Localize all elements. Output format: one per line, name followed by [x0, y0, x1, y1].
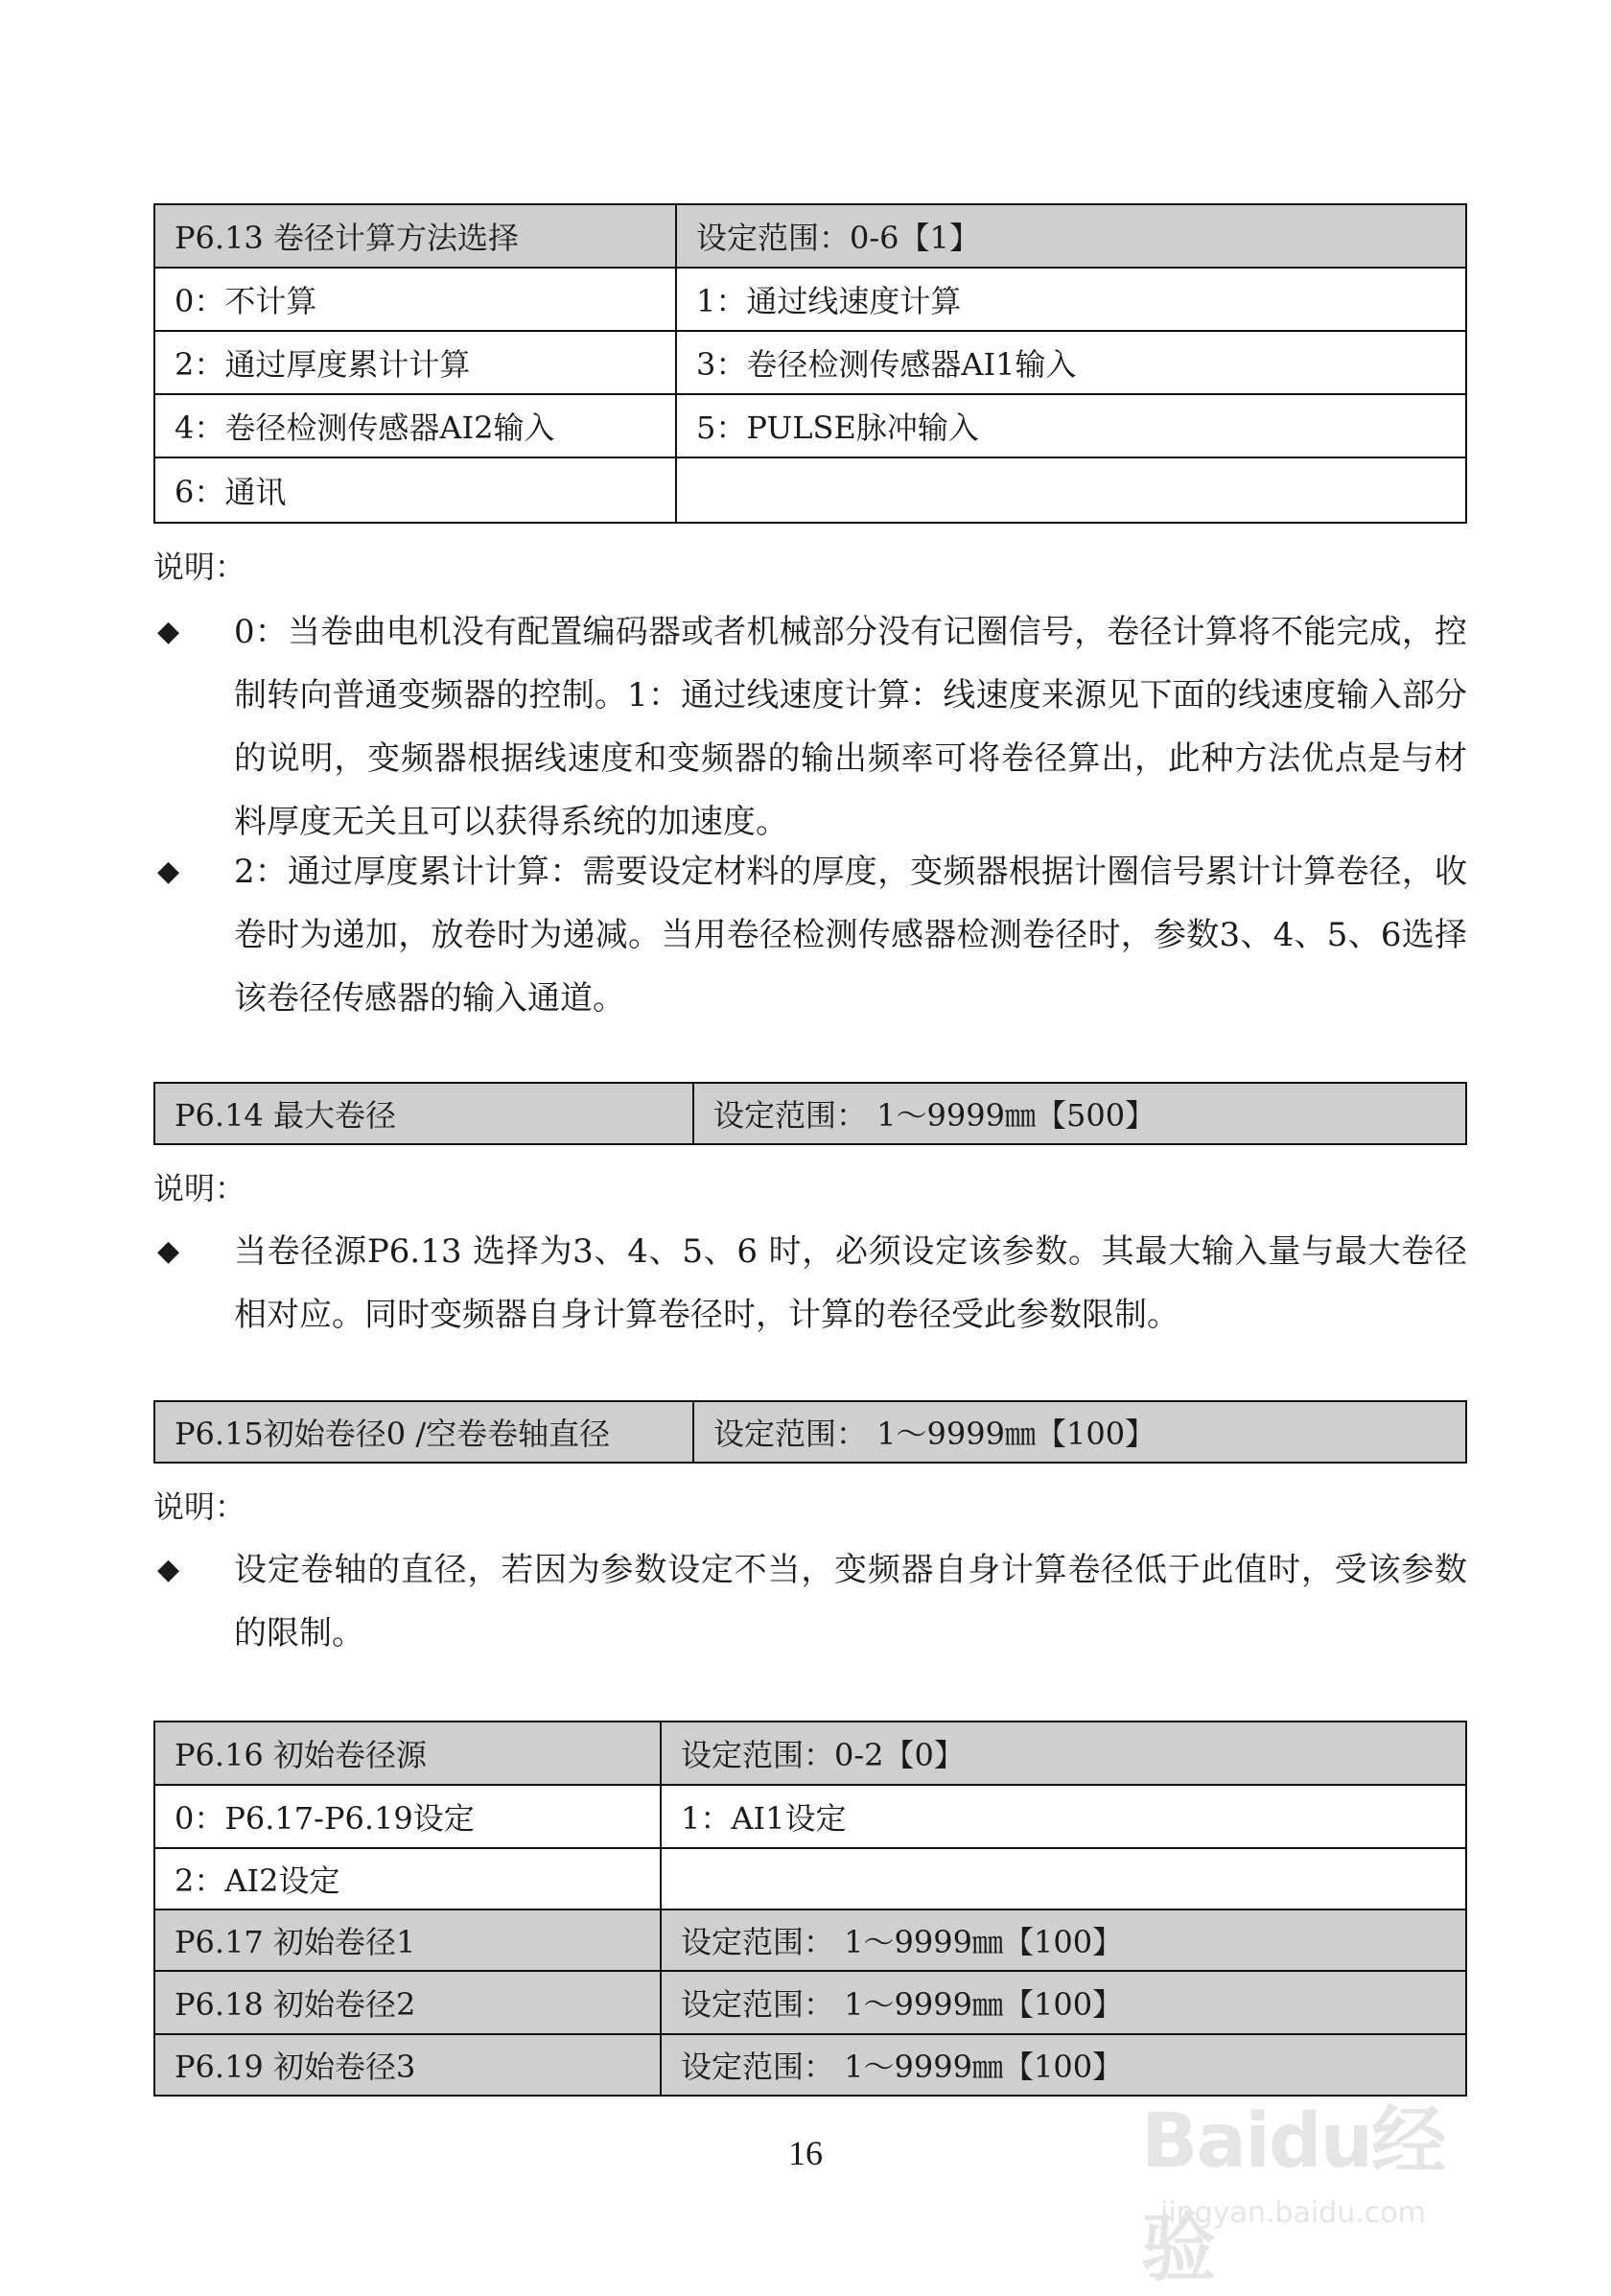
watermark-logo: Baidu经验 [1141, 2098, 1445, 2292]
param-table-p6-15 [153, 1400, 1467, 1464]
param-name-cell: P6.18 初始卷径2 [154, 1971, 661, 2034]
param-range-cell: 设定范围：0-6【1】 [676, 204, 1466, 268]
diamond-bullet-icon: ◆ [157, 855, 180, 888]
diamond-bullet-icon: ◆ [157, 1553, 180, 1586]
diamond-bullet-icon: ◆ [157, 615, 180, 648]
note-text: 0：当卷曲电机没有配置编码器或者机械部分没有记圈信号，卷径计算将不能完成，控制转向普通变频器的控制。1：通过线速度计算：线速度来源见下面的线速度输入部分的说明，变频器根据线速度和变频器的输出频率可将卷径算出，此种方法优点是与材料厚度无关且可以获得系统的加速度。 [234, 613, 1467, 841]
option-cell [661, 1848, 1466, 1909]
note-text: 当卷径源P6.13 选择为3、4、5、6 时，必须设定该参数。其最大输入量与最大卷径相对应。同时变频器自身计算卷径时，计算的卷径受此参数限制。 [234, 1232, 1467, 1334]
param-name-cell: P6.15初始卷径0 /空卷卷轴直径 [154, 1401, 693, 1463]
note-label: 说明： [153, 549, 246, 585]
option-cell: 0：P6.17-P6.19设定 [154, 1785, 661, 1848]
option-cell: 5：PULSE脉冲输入 [676, 394, 1466, 457]
param-table-p6-16 [153, 1721, 1467, 2097]
option-cell: 3：卷径检测传感器AI1输入 [676, 331, 1466, 394]
param-table-p6-14 [153, 1082, 1467, 1145]
param-name-cell: P6.16 初始卷径源 [154, 1722, 661, 1785]
param-range-cell: 设定范围：0-2【0】 [661, 1722, 1466, 1785]
option-cell: 2：AI2设定 [154, 1848, 661, 1909]
note-label: 说明： [153, 1170, 246, 1207]
note-text: 2：通过厚度累计计算：需要设定材料的厚度，变频器根据计圈信号累计计算卷径，收卷时为递加，放卷时为递减。当用卷径检测传感器检测卷径时，参数3、4、5、6选择该卷径传感器的输入通道。 [234, 853, 1467, 1018]
baidu-watermark [1103, 2043, 1506, 2292]
option-cell: 1：通过线速度计算 [676, 268, 1466, 331]
param-range-cell: 设定范围： 1～9999㎜【100】 [661, 2034, 1466, 2096]
param-name-cell: P6.19 初始卷径3 [154, 2034, 661, 2096]
diamond-bullet-icon: ◆ [157, 1234, 180, 1268]
note-text: 设定卷轴的直径，若因为参数设定不当，变频器自身计算卷径低于此值时，受该参数的限制。 [234, 1551, 1467, 1652]
param-name-cell: P6.14 最大卷径 [154, 1083, 693, 1144]
note-label: 说明： [153, 1488, 246, 1525]
watermark-url: jingyan.baidu.com [1160, 2196, 1426, 2230]
page-number: 16 [788, 2134, 823, 2172]
option-cell: 0：不计算 [154, 268, 676, 331]
option-cell: 6：通讯 [154, 457, 676, 523]
param-range-cell: 设定范围： 1～9999㎜【500】 [693, 1083, 1466, 1144]
note-bullet [153, 600, 1467, 854]
param-range-cell: 设定范围： 1～9999㎜【100】 [693, 1401, 1466, 1463]
option-cell: 2：通过厚度累计计算 [154, 331, 676, 394]
option-cell [676, 457, 1466, 523]
note-bullet [153, 1538, 1467, 1665]
param-name-cell: P6.17 初始卷径1 [154, 1909, 661, 1971]
note-bullet [153, 1220, 1467, 1347]
note-bullet [153, 840, 1467, 1030]
option-cell: 4：卷径检测传感器AI2输入 [154, 394, 676, 457]
param-range-cell: 设定范围： 1～9999㎜【100】 [661, 1971, 1466, 2034]
param-table-p6-13 [153, 203, 1467, 524]
param-range-cell: 设定范围： 1～9999㎜【100】 [661, 1909, 1466, 1971]
param-name-cell: P6.13 卷径计算方法选择 [154, 204, 676, 268]
option-cell: 1：AI1设定 [661, 1785, 1466, 1848]
